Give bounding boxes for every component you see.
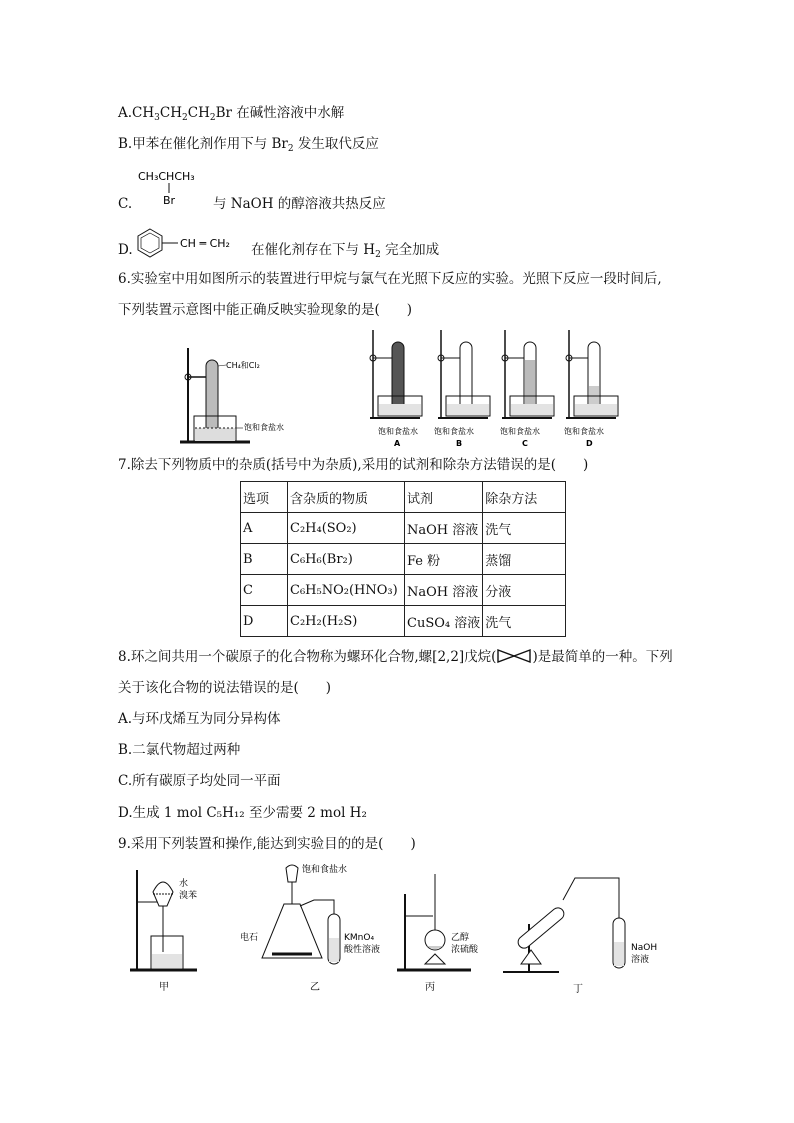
struct-br: Br [163, 194, 176, 207]
ding-solution: 溶液 [631, 955, 650, 965]
q6-stem-2: 下列装置示意图中能正确反映实验现象的是( ) [118, 302, 413, 318]
q8-stem-2: 关于该化合物的说法错误的是( ) [118, 680, 332, 696]
q9-apparatus-ding [503, 878, 657, 995]
q5-option-a: $A.CH_3CH_2CH_2Br$ 在碱性溶液中水解 [118, 105, 345, 123]
structure-2-bromopropane [136, 166, 216, 210]
table-row [241, 606, 566, 637]
q5-option-b: B.甲苯在催化剂作用下与 $Br_2$ 发生取代反应 [118, 136, 379, 154]
formula-a: $CH_3CH_2CH_2Br$ [132, 105, 232, 123]
struct-d: CH ═ CH₂ [180, 237, 230, 250]
cell-method: 分液 [483, 575, 566, 606]
choice-d-letter: D [586, 439, 593, 448]
q8-option-c: C.所有碳原子均处同一平面 [118, 773, 281, 789]
q8-option-b: B.二氯代物超过两种 [118, 742, 241, 758]
ding-naoh: NaOH [631, 943, 658, 953]
header-cell: 选项 [241, 482, 288, 513]
q5-option-c-text: 与 NaOH 的醇溶液共热反应 [213, 196, 386, 212]
gas-label: CH₄和Cl₂ [226, 361, 260, 370]
q6-choice-d [564, 330, 618, 448]
q6-choice-a [370, 330, 422, 448]
q7-table [240, 481, 566, 637]
cell-option: B [241, 544, 288, 575]
header-cell: 试剂 [405, 482, 483, 513]
header-cell: 含杂质的物质 [288, 482, 405, 513]
cell-method: 蒸馏 [483, 544, 566, 575]
q9-stem: 9.采用下列装置和操作,能达到实验目的的是( ) [118, 836, 416, 852]
bing-name: 丙 [425, 982, 435, 993]
q6-choice-b [434, 330, 490, 448]
cell-option: D [241, 606, 288, 637]
yi-brine: 饱和食盐水 [302, 865, 348, 875]
yi-carbide: 电石 [240, 933, 259, 943]
bing-ethanol: 乙醇 [451, 933, 470, 943]
cell-substance: C₆H₅NO₂(HNO₃) [288, 575, 405, 606]
q8-option-d: D.生成 1 mol C₅H₁₂ 至少需要 2 mol H₂ [118, 805, 367, 821]
struct-text: CH₃CHCH₃ [138, 170, 195, 183]
q8-option-a: A.与环戊烯互为同分异构体 [118, 711, 281, 727]
table-row [241, 513, 566, 544]
choice-a-letter: A [394, 439, 401, 448]
q9-apparatus-jia [130, 870, 197, 993]
q6-figure [170, 330, 630, 450]
q6-main-apparatus [180, 348, 284, 442]
header-cell: 除杂方法 [483, 482, 566, 513]
brine-label: 饱和食盐水 [244, 423, 284, 432]
cell-substance: C₂H₂(H₂S) [288, 606, 405, 637]
yi-name: 乙 [310, 982, 320, 993]
q9-apparatus-bing [397, 874, 479, 993]
cell-method: 洗气 [483, 606, 566, 637]
cell-option: A [241, 513, 288, 544]
q6-stem-1: 6.实验室中用如图所示的装置进行甲烷与氯气在光照下反应的实验。光照下反应一段时间后, [118, 271, 662, 287]
choice-c-brine: 饱和食盐水 [500, 427, 540, 436]
q9-apparatus-yi [240, 864, 380, 993]
jia-bromobenzene: 溴苯 [179, 891, 198, 901]
choice-b-brine: 饱和食盐水 [434, 427, 474, 436]
choice-b-letter: B [456, 439, 463, 448]
cell-substance: C₂H₄(SO₂) [288, 513, 405, 544]
jia-water: 水 [179, 879, 189, 889]
cell-reagent: Fe 粉 [405, 544, 483, 575]
table-row [241, 544, 566, 575]
q9-figure [125, 864, 685, 1000]
q5-option-d-text: 在催化剂存在下与 $H_2$ 完全加成 [251, 242, 440, 260]
choice-c-letter: C [522, 439, 528, 448]
q5-option-d: D. [118, 242, 133, 258]
table-row [241, 575, 566, 606]
yi-kmno4: KMnO₄ [344, 933, 375, 943]
cell-reagent: NaOH 溶液 [405, 575, 483, 606]
yi-acidic: 酸性溶液 [344, 945, 381, 955]
spiropentane-icon [496, 648, 532, 664]
q8-stem-1: 8.环之间共用一个碳原子的化合物称为螺环化合物,螺[2,2]戊烷( )是最简单的一种。下列 [118, 649, 673, 665]
cell-substance: C₆H₆(Br₂) [288, 544, 405, 575]
table-header-row [241, 482, 566, 513]
cell-reagent: NaOH 溶液 [405, 513, 483, 544]
cell-option: C [241, 575, 288, 606]
ding-name: 丁 [573, 984, 583, 995]
choice-d-brine: 饱和食盐水 [564, 427, 604, 436]
cell-reagent: CuSO₄ 溶液 [405, 606, 483, 637]
cell-method: 洗气 [483, 513, 566, 544]
jia-name: 甲 [159, 982, 169, 993]
q7-stem: 7.除去下列物质中的杂质(括号中为杂质),采用的试剂和除杂方法错误的是( ) [118, 457, 589, 473]
structure-styrene [136, 226, 252, 258]
q5-option-c: C. [118, 196, 133, 212]
q6-choice-c [500, 330, 554, 448]
bing-acid: 浓硫酸 [451, 945, 479, 955]
choice-a-brine: 饱和食盐水 [378, 427, 418, 436]
